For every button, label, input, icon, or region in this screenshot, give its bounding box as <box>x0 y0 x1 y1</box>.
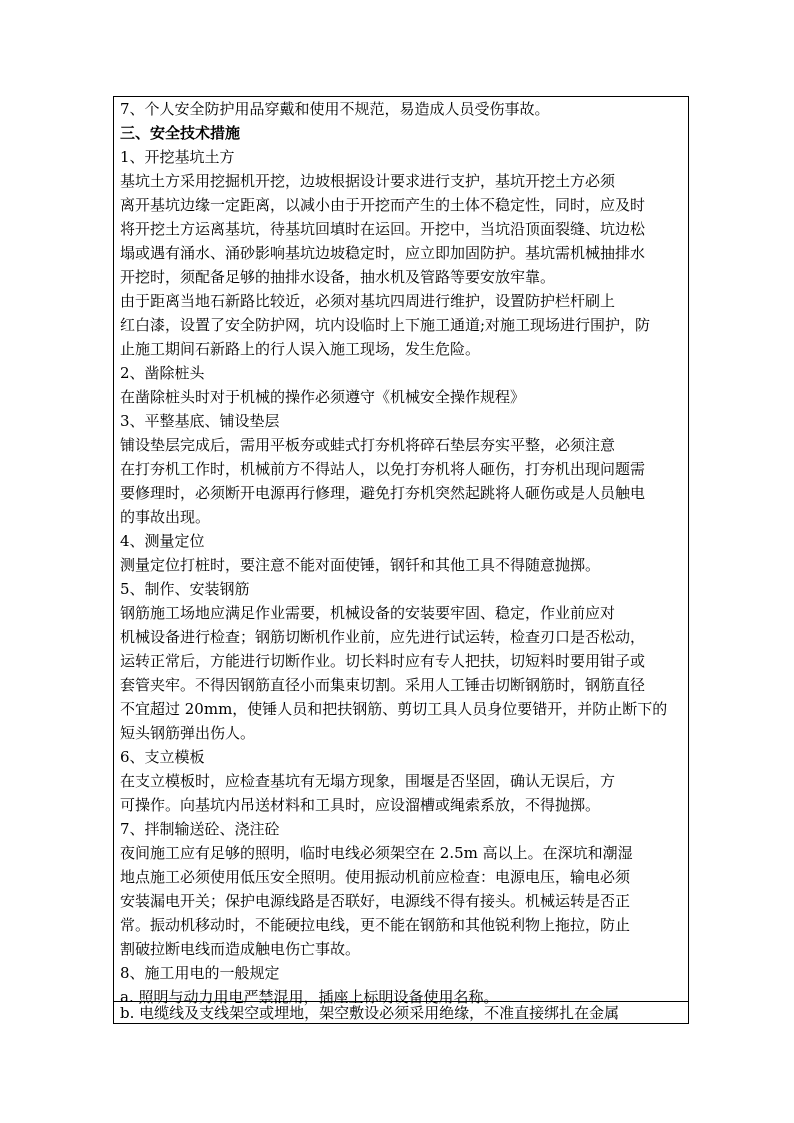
text-line: a. 照明与动力用电严禁混用，插座上标明设备使用名称。 <box>120 988 499 1006</box>
text-line: 夜间施工应有足够的照明，临时电线必须架空在 2.5m 高以上。在深坑和潮湿 <box>120 844 633 862</box>
text-line: 将开挖土方运离基坑，待基坑回填时在运回。开挖中，当坑沿顶面裂缝、坑边松 <box>120 220 646 238</box>
text-line: 铺设垫层完成后，需用平板夯或蛙式打夯机将碎石垫层夯实平整，必须注意 <box>120 436 616 454</box>
text-line: 红白漆，设置了安全防护网，坑内设临时上下施工通道;对施工现场进行围护，防 <box>120 316 651 334</box>
text-line: 2、凿除桩头 <box>120 364 205 382</box>
text-line: 开挖时，须配备足够的抽排水设备，抽水机及管路等要安放牢靠。 <box>120 268 556 286</box>
text-line: b. 电缆线及支线架空或埋地，架空敷设必须采用绝缘，不准直接绑扎在金属 <box>120 1004 620 1022</box>
text-line: 7、拌制输送砼、浇注砼 <box>120 820 280 838</box>
text-line: 3、平整基底、铺设垫层 <box>120 412 280 430</box>
text-line: 钢筋施工场地应满足作业需要，机械设备的安装要牢固、稳定，作业前应对 <box>120 604 616 622</box>
text-line: 6、支立模板 <box>120 748 205 766</box>
text-line: 塌或遇有涌水、涌砂影响基坑边坡稳定时，应立即加固防护。基坑需机械抽排水 <box>120 244 646 262</box>
text-line: 割破拉断电线而造成触电伤亡事故。 <box>120 940 361 958</box>
text-line: 套管夹牢。不得因钢筋直径小而集束切割。采用人工锤击切断钢筋时，钢筋直径 <box>120 676 646 694</box>
text-line: 短头钢筋弹出伤人。 <box>120 724 256 742</box>
text-line: 由于距离当地石新路比较近，必须对基坑四周进行维护，设置防护栏杆刷上 <box>120 292 616 310</box>
text-line: 要修理时，必须断开电源再行修理，避免打夯机突然起跳将人砸伤或是人员触电 <box>120 484 646 502</box>
text-line: 地点施工必须使用低压安全照明。使用振动机前应检查：电源电压，输电必须 <box>120 868 631 886</box>
text-line: 机械设备进行检查；钢筋切断机作业前，应先进行试运转，检查刃口是否松动， <box>120 628 646 646</box>
text-line: 运转正常后，方能进行切断作业。切长料时应有专人把扶，切短料时要用钳子或 <box>120 652 646 670</box>
text-line: 安装漏电开关；保护电源线路是否联好，电源线不得有接头。机械运转是否正 <box>120 892 631 910</box>
text-line: 7、个人安全防护用品穿戴和使用不规范，易造成人员受伤事故。 <box>120 100 550 118</box>
text-line: 在凿除桩头时对于机械的操作必须遵守《机械安全操作规程》 <box>120 388 526 406</box>
text-line: 离开基坑边缘一定距离，以减小由于开挖而产生的土体不稳定性，同时，应及时 <box>120 196 646 214</box>
text-line: 在打夯机工作时，机械前方不得站人，以免打夯机将人砸伤，打夯机出现问题需 <box>120 460 646 478</box>
text-line: 测量定位打桩时，要注意不能对面使锤，钢钎和其他工具不得随意抛掷。 <box>120 556 601 574</box>
text-line: 止施工期间石新路上的行人误入施工现场，发生危险。 <box>120 340 481 358</box>
text-line: 8、施工用电的一般规定 <box>120 964 280 982</box>
text-line: 可操作。向基坑内吊送材料和工具时，应设溜槽或绳索系放，不得抛掷。 <box>120 796 601 814</box>
text-line: 的事故出现。 <box>120 508 211 526</box>
text-line: 1、开挖基坑土方 <box>120 148 235 166</box>
text-line: 不宜超过 20mm，使锤人员和把扶钢筋、剪切工具人员身位要错开，并防止断下的 <box>120 700 668 718</box>
text-line: 4、测量定位 <box>120 532 205 550</box>
text-line: 5、制作、安装钢筋 <box>120 580 250 598</box>
text-line: 在支立模板时，应检查基坑有无塌方现象，围堰是否坚固，确认无误后，方 <box>120 772 616 790</box>
text-line: 常。振动机移动时，不能硬拉电线，更不能在钢筋和其他锐利物上拖拉，防止 <box>120 916 631 934</box>
text-line: 基坑土方采用挖掘机开挖，边坡根据设计要求进行支护，基坑开挖土方必须 <box>120 172 616 190</box>
section-heading: 三、安全技术措施 <box>120 124 241 142</box>
